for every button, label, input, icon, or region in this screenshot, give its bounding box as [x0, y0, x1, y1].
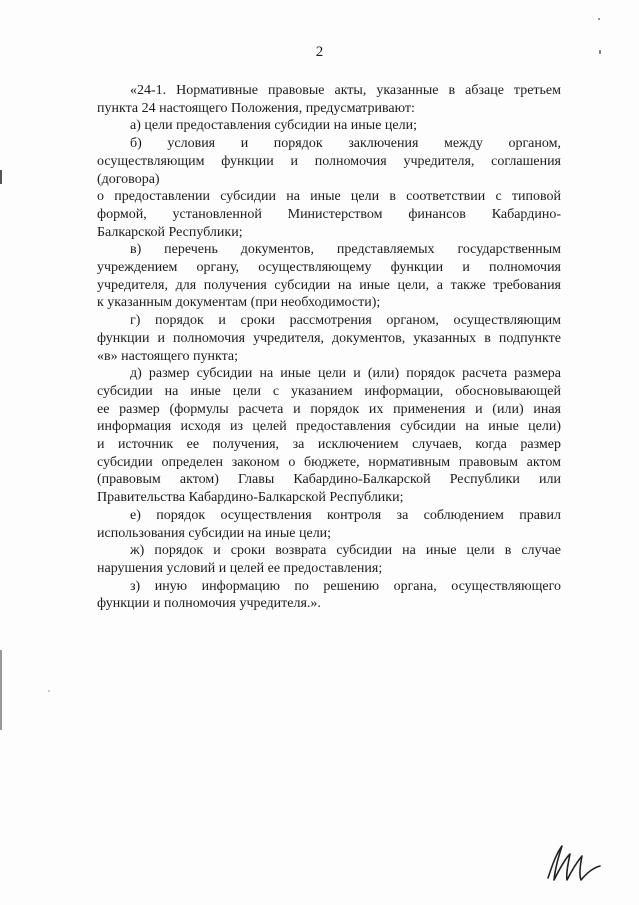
text-line: использования субсидии на иные цели;	[97, 525, 332, 541]
scan-speck	[599, 50, 601, 54]
text-line: в) перечень документов, представляемых государственным	[130, 242, 561, 258]
text-line: информация исходя из целей предоставления субсидии на иные цели)	[97, 419, 561, 435]
text-line: е) порядок осуществления контроля за соблюдением правил	[130, 507, 561, 523]
text-line: осуществляющим функции и полномочия учредителя, соглашения	[97, 153, 561, 169]
scan-edge-mark	[0, 650, 2, 730]
scan-edge-mark	[0, 170, 2, 184]
text-line: субсидии на иные цели с указанием информации, обосновывающей	[97, 383, 561, 399]
text-line: учредителя, для получения субсидии на иные цели, а также требования	[97, 277, 561, 293]
text-line: (правовым актом) Главы Кабардино-Балкарской Республики или	[97, 472, 561, 488]
text-line: и источник ее получения, за исключением случаев, когда размер	[97, 437, 561, 453]
text-line: ее размер (формулы расчета и порядок их применения и (или) иная	[97, 401, 561, 417]
text-line: функции и полномочия учредителя, документов, указанных в подпункте	[97, 330, 561, 346]
text-line: пункта 24 настоящего Положения, предусматривают:	[97, 100, 415, 116]
text-line: о предоставлении субсидии на иные цели в соответствии с типовой	[97, 189, 561, 205]
text-line: Балкарской Республики;	[97, 224, 243, 240]
text-line: а) цели предоставления субсидии на иные цели;	[130, 118, 417, 134]
text-line: (договора)	[97, 171, 160, 187]
text-line: Правительства Кабардино-Балкарской Республики;	[97, 490, 404, 506]
text-line: функции и полномочия учредителя.».	[97, 596, 321, 612]
page-number: 2	[315, 44, 324, 60]
text-line: учреждением органу, осуществляющему функции и полномочия	[97, 260, 561, 276]
text-line: з) иную информацию по решению органа, осуществляющего	[130, 578, 561, 594]
document-body	[97, 82, 561, 613]
text-line: б) условия и порядок заключения между органом,	[130, 136, 561, 152]
text-line: к указанным документам (при необходимости);	[97, 295, 381, 311]
text-line: «в» настоящего пункта;	[97, 348, 239, 364]
text-line: «24-1. Нормативные правовые акты, указанные в абзаце третьем	[130, 83, 561, 98]
text-line: формой, установленной Министерством финансов Кабардино-	[97, 206, 561, 222]
scan-speck	[48, 690, 50, 692]
text-line: ж) порядок и сроки возврата субсидии на иные цели в случае	[130, 543, 561, 559]
handwritten-signature	[540, 838, 610, 886]
text-line: г) порядок и сроки рассмотрения органом, осуществляющим	[130, 313, 561, 329]
text-line: субсидии определен законом о бюджете, нормативным правовым актом	[97, 454, 561, 470]
scan-speck	[598, 18, 600, 20]
text-line: д) размер субсидии на иные цели и (или) порядок расчета размера	[130, 366, 561, 382]
text-line: нарушения условий и целей ее предоставления;	[97, 560, 383, 576]
